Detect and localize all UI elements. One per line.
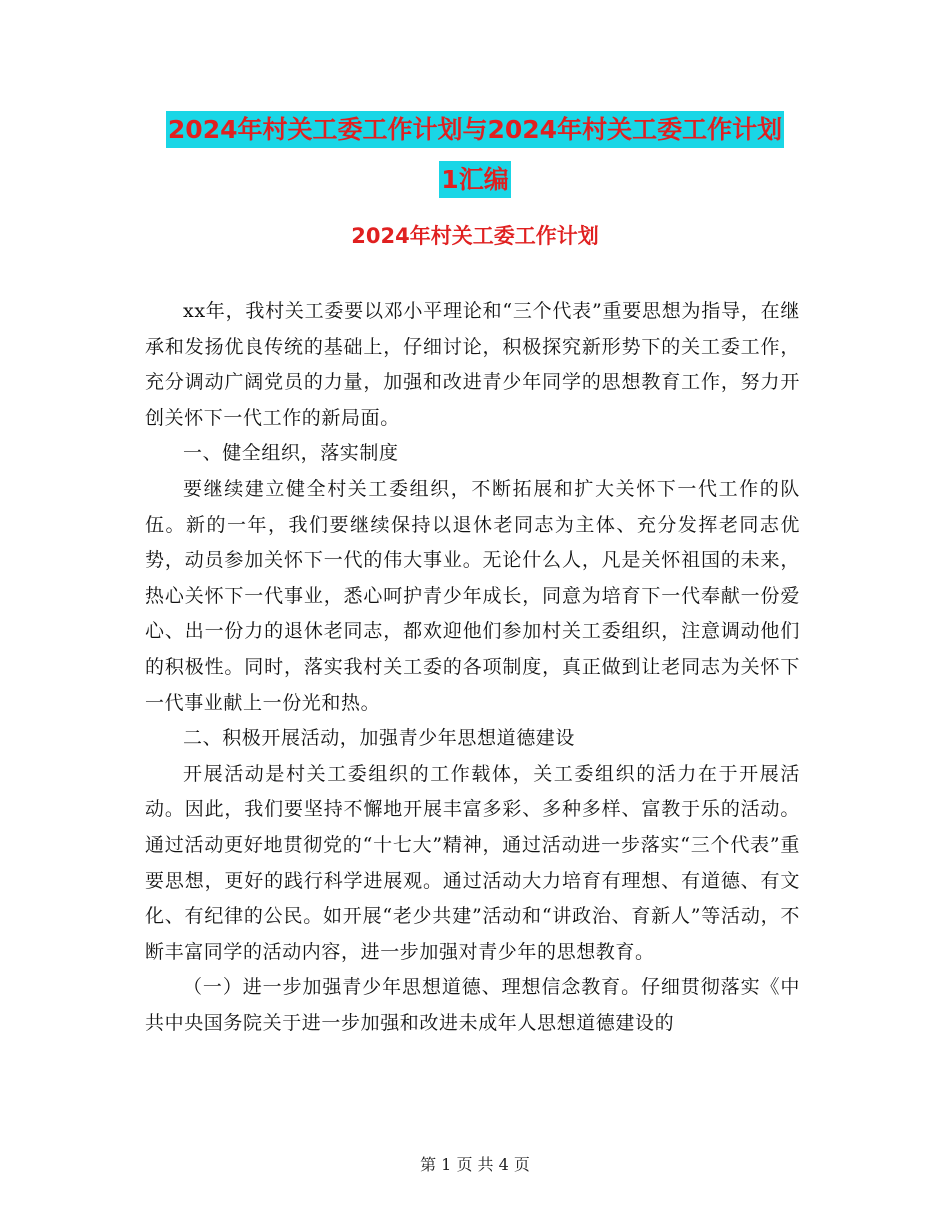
title-line-2: 1汇编 [439, 161, 510, 198]
page-footer: 第 1 页 共 4 页 [420, 1155, 530, 1174]
paragraph-activities: 开展活动是村关工委组织的工作载体，关工委组织的活力在于开展活动。因此，我们要坚持不懈地开展丰富多彩、多种多样、富教于乐的活动。通过活动更好地贯彻党的“十七大”精神，通过活动进一步落实“三个代表”重要思想，更好的践行科学进展观。通过活动大力培育有理想、有道德、有文化、有纪律的公民。如开展“老少共建”活动和“讲政治、育新人”等活动，不断丰富同学的活动内容，进一步加强对青少年的思想教育。 [145, 762, 800, 963]
section-title: 2024年村关工委工作计划 [351, 224, 599, 248]
paragraph-intro: xx年，我村关工委要以邓小平理论和“三个代表”重要思想为指导，在继承和发扬优良传统的基础上，仔细讨论，积极探究新形势下的关工委工作，充分调动广阔党员的力量，加强和改进青少年同学的思想教育工作，努力开创关怀下一代工作的新局面。 [145, 300, 800, 429]
paragraph-organization: 要继续建立健全村关工委组织，不断拓展和扩大关怀下一代工作的队伍。新的一年，我们要继续保持以退休老同志为主体、充分发挥老同志优势，动员参加关怀下一代的伟大事业。无论什么人，凡是关怀祖国的未来，热心关怀下一代事业，悉心呵护青少年成长，同意为培育下一代奉献一份爱心、出一份力的退休老同志，都欢迎他们参加村关工委组织，注意调动他们的积极性。同时，落实我村关工委的各项制度，真正做到让老同志为关怀下一代事业献上一份光和热。 [145, 477, 800, 714]
title-line-1: 2024年村关工委工作计划与2024年村关工委工作计划 [166, 111, 784, 148]
heading-1: 一、健全组织，落实制度 [183, 442, 399, 465]
document-title [0, 105, 950, 205]
document-body [145, 294, 800, 1041]
paragraph-subsection-1: （一）进一步加强青少年思想道德、理想信念教育。仔细贯彻落实《中共中央国务院关于进一步加强和改进未成年人思想道德建设的 [145, 976, 800, 1034]
heading-2: 二、积极开展活动，加强青少年思想道德建设 [183, 727, 576, 750]
